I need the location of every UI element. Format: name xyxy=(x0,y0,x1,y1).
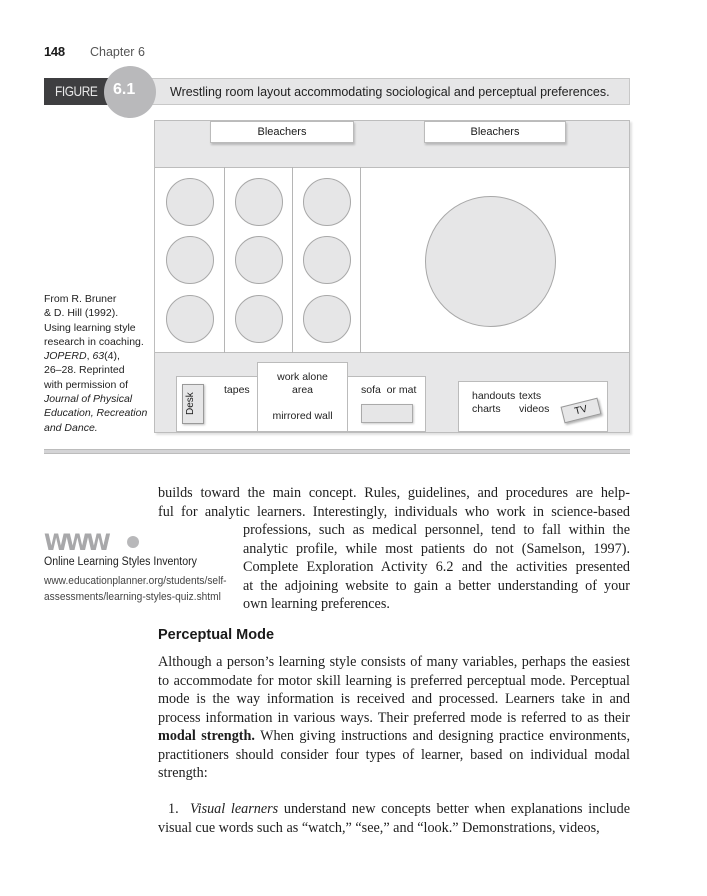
figure-label: FIGURE xyxy=(55,83,98,99)
tv: TV xyxy=(561,398,602,424)
station-circle xyxy=(166,236,214,284)
chapter-label: Chapter 6 xyxy=(90,45,145,59)
divider-line xyxy=(292,167,293,353)
page-number: 148 xyxy=(44,44,65,59)
divider-line xyxy=(360,167,361,353)
figure-caption: Wrestling room layout accommodating sociological and perceptual preferences. xyxy=(170,85,610,99)
term-modal-strength: modal strength. xyxy=(158,728,255,744)
list-item-1: 1. Visual learners understand new concepts better when explanations include visual cue words such as “watch,” “see,” and “look.” Demonstrations, videos, xyxy=(158,801,631,836)
bleachers-left: Bleachers xyxy=(210,121,354,143)
sofa-or-mat-label: sofa or mat xyxy=(361,384,417,396)
www-icon: WWW xyxy=(44,531,108,556)
figure-bottom-rule xyxy=(44,449,630,454)
station-circle xyxy=(303,295,351,343)
texts-label: texts xyxy=(519,390,542,402)
paragraph-1-bottom: professions, such as medical personnel, tend to fall within the analytic profile, while most patients do not (Samelson, 1997). Complete Exploration Activity 6.2 and the activities presented at the adjoining website to gain a better understanding of your own learning preferences. xyxy=(243,522,630,612)
station-circle xyxy=(235,236,283,284)
station-circle xyxy=(235,178,283,226)
desk-label: Desk xyxy=(185,392,196,415)
station-circle xyxy=(235,295,283,343)
section-heading: Perceptual Mode xyxy=(158,627,275,643)
large-mat-circle xyxy=(425,196,556,327)
videos-label: videos xyxy=(519,403,550,415)
figure-number: 6.1 xyxy=(113,81,136,98)
station-circle xyxy=(166,178,214,226)
web-resource-url[interactable]: www.educationplanner.org/students/self- assessments/learning-styles-quiz.shtml xyxy=(44,575,227,603)
divider-line xyxy=(224,167,225,353)
handouts-label: handouts xyxy=(472,390,516,402)
paragraph-2: Although a person’s learning style consists of many variables, perhaps the easiest to accommodate for motor skill learning is preferred perceptual mode. Perceptual mode is the way information is received and processed. Learners take in and process information in various ways. Their preferred mode is referred to as their modal strength. When giving instructions and designing practice environments, practitioners should consider four types of learner, based on individual modal strength: xyxy=(158,654,630,781)
mat-area xyxy=(155,167,629,353)
tapes-label: tapes xyxy=(224,384,250,396)
charts-label: charts xyxy=(472,403,501,415)
web-resource-title: Online Learning Styles Inventory xyxy=(44,556,197,568)
sofa-mat xyxy=(361,404,413,423)
station-circle xyxy=(166,295,214,343)
station-circle xyxy=(303,178,351,226)
mirrored-wall-label: mirrored wall xyxy=(272,410,333,422)
paragraph-1-top: builds toward the main concept. Rules, guidelines, and procedures are help- ful for analytic learners. Interestingly, individuals who work in science-based xyxy=(158,485,630,520)
station-circle xyxy=(303,236,351,284)
bleachers-right: Bleachers xyxy=(424,121,566,143)
work-alone-label-1: work alone xyxy=(277,371,328,383)
work-alone-label-2: area xyxy=(291,384,313,396)
figure-credit: From R. Bruner & D. Hill (1992). Using learning style research in coaching. JOPERD, 63(4), 26–28. Reprinted with permission of Journal of Physical Education, Recreation and Dance. xyxy=(44,293,148,434)
desk xyxy=(182,384,204,424)
www-dot-icon xyxy=(127,536,139,548)
